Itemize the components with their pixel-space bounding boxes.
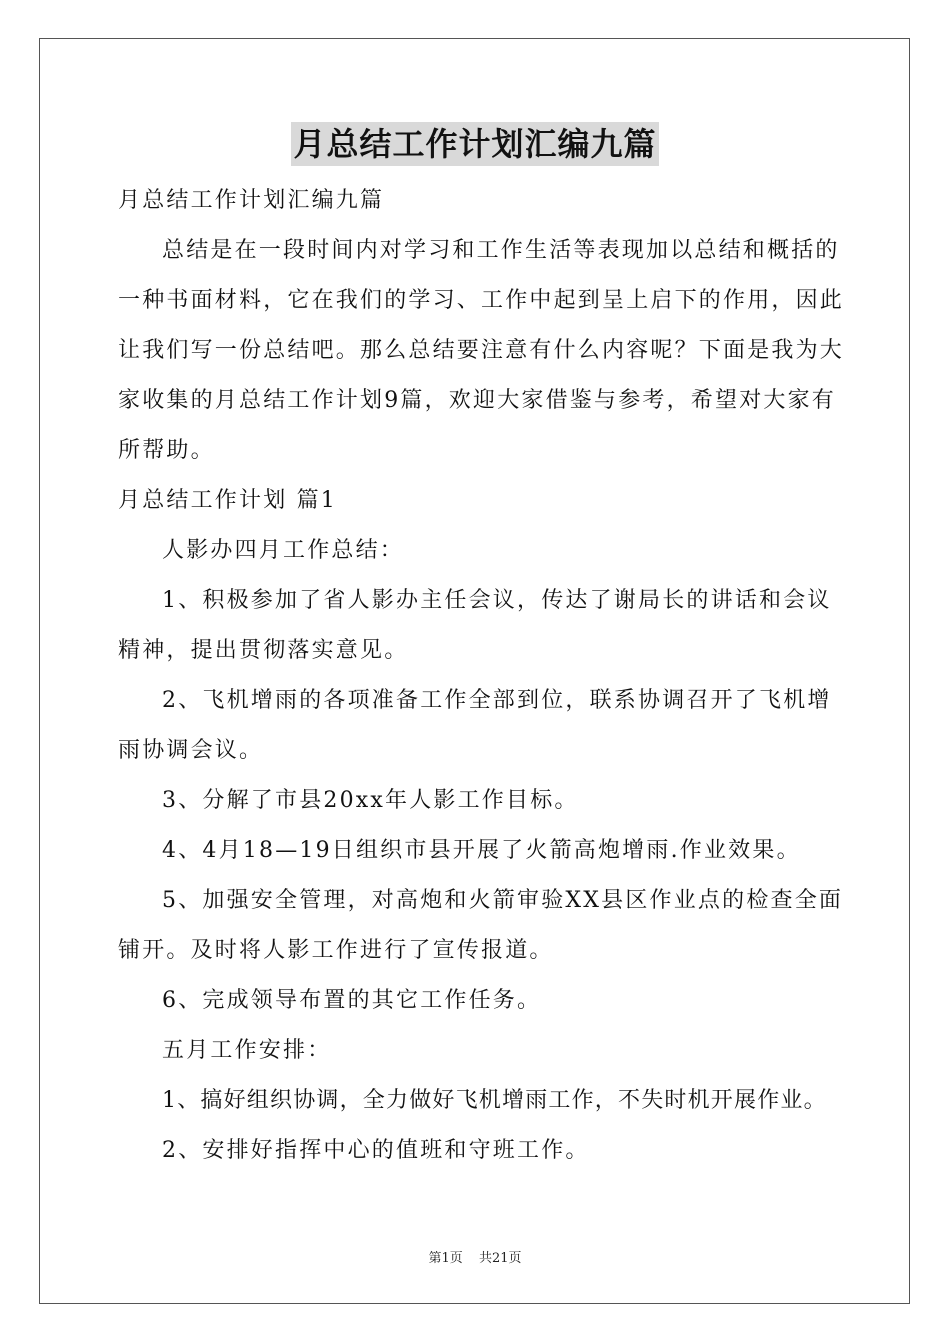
list-item: 6、完成领导布置的其它工作任务。 (162, 988, 542, 1013)
page-number: 第1页 (428, 1251, 463, 1266)
list-item-continuation: 雨协调会议。 (118, 738, 264, 763)
body-line: 月总结工作计划汇编九篇 (118, 188, 385, 213)
body-line: 所帮助。 (118, 438, 215, 463)
list-item: 4、4月18—19日组织市县开展了火箭高炮增雨.作业效果。 (162, 838, 801, 863)
body-line: 家收集的月总结工作计划9篇，欢迎大家借鉴与参考，希望对大家有 (118, 388, 836, 413)
list-item-continuation: 精神，提出贯彻落实意见。 (118, 638, 409, 663)
page-total: 共21页 (478, 1251, 522, 1266)
list-item: 2、飞机增雨的各项准备工作全部到位，联系协调召开了飞机增 (162, 688, 832, 713)
body-line: 一种书面材料，它在我们的学习、工作中起到呈上启下的作用，因此 (118, 288, 845, 313)
list-item: 2、安排好指挥中心的值班和守班工作。 (162, 1138, 590, 1163)
list-item: 1、搞好组织协调，全力做好飞机增雨工作，不失时机开展作业。 (162, 1088, 827, 1113)
page-footer (0, 1247, 950, 1266)
list-item: 1、积极参加了省人影办主任会议，传达了谢局长的讲话和会议 (162, 588, 832, 613)
list-item-continuation: 铺开。及时将人影工作进行了宣传报道。 (118, 938, 554, 963)
body-line: 让我们写一份总结吧。那么总结要注意有什么内容呢？下面是我为大 (118, 338, 845, 363)
list-item: 5、加强安全管理，对高炮和火箭审验XX县区作业点的检查全面 (162, 888, 844, 913)
body-line: 五月工作安排： (162, 1038, 332, 1063)
document-title: 月总结工作计划汇编九篇 (291, 122, 658, 166)
list-item: 3、分解了市县20xx年人影工作目标。 (162, 788, 579, 813)
title-container (0, 122, 950, 166)
document-body (118, 176, 845, 1176)
body-line: 总结是在一段时间内对学习和工作生活等表现加以总结和概括的 (162, 238, 840, 263)
section-heading: 月总结工作计划 篇1 (118, 488, 337, 513)
body-line: 人影办四月工作总结： (162, 538, 405, 563)
